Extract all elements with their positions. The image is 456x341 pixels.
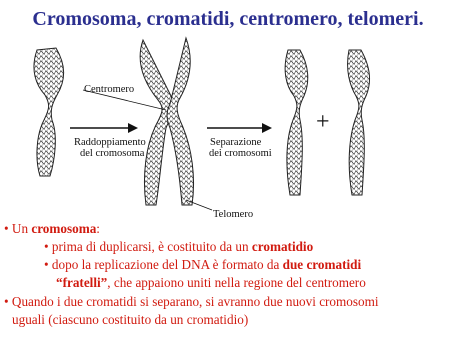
keyword-cromosoma: cromosoma xyxy=(31,221,97,236)
keyword-due-cromatidi: due cromatidi xyxy=(282,257,362,272)
centromero-label: Centromero xyxy=(84,84,135,95)
text-line-1: • Un cromosoma: xyxy=(4,221,100,236)
separated-chromatid-right xyxy=(348,50,370,195)
text-line-4: “fratelli”, che appaiono uniti nella regione del centromero xyxy=(56,275,366,290)
text-line-5: • Quando i due cromatidi si separano, si avranno due nuovi cromosomi xyxy=(4,294,379,309)
arrow-duplication xyxy=(70,123,138,133)
arrow-separation xyxy=(207,123,272,133)
separated-chromatid-left xyxy=(285,50,308,195)
text-line-3: • dopo la replicazione del DNA è formato da due cromatidi xyxy=(44,257,362,272)
bullet: • xyxy=(44,257,49,272)
keyword-cromatidio: cromatidio xyxy=(251,239,314,254)
bullet: • xyxy=(44,239,49,254)
separazione-label-1: Separazione xyxy=(210,137,262,148)
duplicated-chromosome xyxy=(140,38,193,205)
single-chromatid-chromosome xyxy=(34,48,64,176)
plus-sign: + xyxy=(316,109,330,135)
telomero-label: Telomero xyxy=(213,209,254,220)
text-line-2: • prima di duplicarsi, è costituito da un cromatidio xyxy=(44,239,314,254)
text-line-6: uguali (ciascuno costituito da un cromatidio) xyxy=(12,312,249,327)
bullet: • xyxy=(4,294,9,309)
separazione-label-2: dei cromosomi xyxy=(209,148,272,159)
bullet: • xyxy=(4,221,9,236)
raddoppiamento-label-2: del cromosoma xyxy=(80,148,145,159)
raddoppiamento-label-1: Raddoppiamento xyxy=(74,137,146,148)
keyword-fratelli: “fratelli” xyxy=(56,275,108,290)
page-title: Cromosoma, cromatidi, centromero, telomeri. xyxy=(32,8,424,30)
